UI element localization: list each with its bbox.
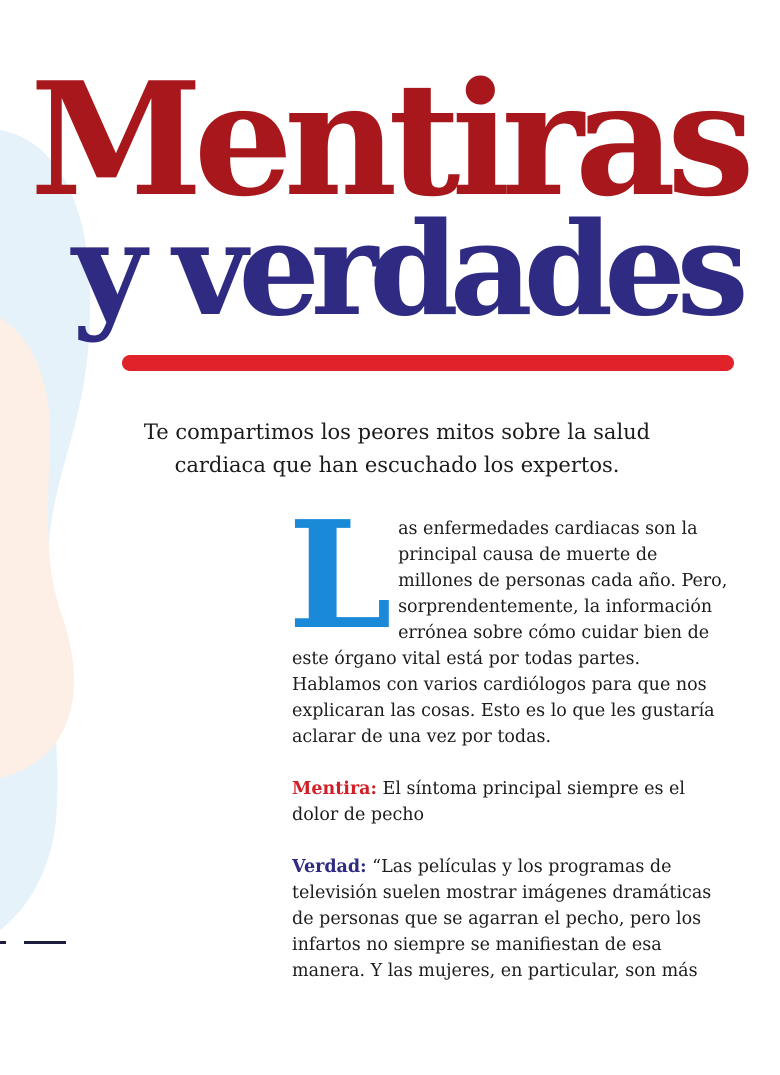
title-underline bbox=[122, 355, 734, 371]
title-mentiras: Mentiras bbox=[30, 48, 746, 231]
title-y-verdades: y verdades bbox=[72, 195, 740, 345]
verdad-paragraph bbox=[292, 854, 730, 984]
decorative-dash bbox=[24, 941, 66, 944]
article-body bbox=[288, 488, 730, 1010]
drop-cap: L bbox=[288, 488, 393, 662]
mentira-paragraph bbox=[292, 776, 730, 828]
intro-paragraph bbox=[288, 488, 730, 750]
subtitle: Te compartimos los peores mitos sobre la salud cardiaca que han escuchado los expertos. bbox=[143, 420, 651, 477]
intro-text: as enfermedades cardiacas son la principal causa de muerte de millones de personas cada año. Pero, sorprendentemente, la información errónea sobre cómo cuidar bien de este órgano vital está por todas partes. Hablamos con varios cardiólogos para que nos explicaran las cosas. Esto es lo que les gustaría aclarar de una vez por todas. bbox=[292, 519, 728, 747]
decorative-dash-left bbox=[0, 941, 6, 944]
verdad-label: Verdad: bbox=[292, 857, 367, 877]
mentira-text: El síntoma principal siempre es el dolor de pecho bbox=[292, 779, 685, 825]
verdad-text: “Las películas y los programas de televisión suelen mostrar imágenes dramáticas de personas que se agarran el pecho, pero los infartos no siempre se manifiestan de esa manera. Y las mujeres, en particular, son más bbox=[292, 857, 712, 981]
mentira-label: Mentira: bbox=[292, 779, 377, 799]
